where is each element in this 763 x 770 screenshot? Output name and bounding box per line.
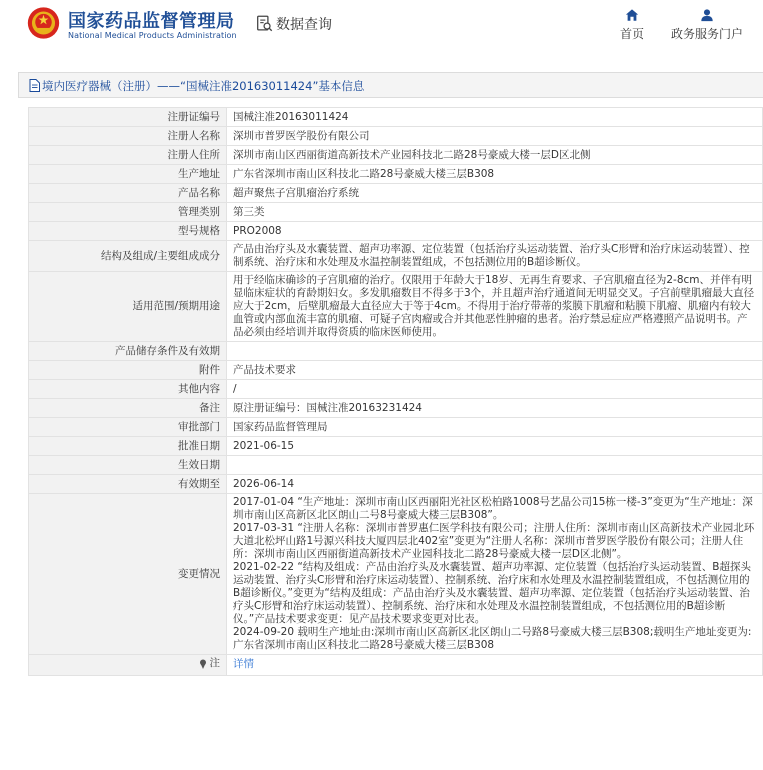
details-link[interactable]: 详情: [233, 658, 254, 671]
national-emblem-icon: [27, 6, 60, 40]
field-value: 广东省深圳市南山区科技北二路28号豪威大楼三层B308: [227, 165, 763, 184]
data-query-icon: [256, 15, 273, 32]
table-row-changes: [29, 494, 763, 655]
field-key: 注册证编号: [29, 108, 227, 127]
home-icon: [625, 8, 639, 22]
field-value: [227, 342, 763, 361]
change-entry: 2017-01-04 “生产地址：深圳市南山区西丽阳光社区松柏路1008号艺晶公司15栋一楼-3”变更为“生产地址：深圳市南山区高新区北区朗山二号8号豪威大楼三层B308”。: [233, 496, 753, 521]
table-row: [29, 272, 763, 342]
field-value: 产品技术要求: [227, 361, 763, 380]
field-key: 其他内容: [29, 380, 227, 399]
field-key: 型号规格: [29, 222, 227, 241]
note-key-label: 注: [209, 657, 220, 669]
data-query-title: 数据查询: [276, 17, 332, 33]
field-value: [227, 655, 763, 676]
nav-home-link[interactable]: [616, 8, 648, 42]
table-row: [29, 475, 763, 494]
table-row: [29, 437, 763, 456]
table-row: [29, 222, 763, 241]
field-key: 备注: [29, 399, 227, 418]
table-row: [29, 203, 763, 222]
field-value: 用于经临床确诊的子宫肌瘤的治疗。仅限用于年龄大于18岁、无再生育要求、子宫肌瘤直径为2-8cm、并伴有明显临床症状的育龄期妇女。多发肌瘤数目不得多于3个，并且超声治疗通道间无明显交叉。子宫前壁肌瘤最大直径应大于2cm，后壁肌瘤最大直径应大于等于4cm。不得用于治疗带蒂的浆膜下肌瘤和粘膜下肌瘤、肌瘤内有较大血管或内部血流丰富的肌瘤、可疑子宫肉瘤或合并其他恶性肿瘤的患者。治疗禁忌症应严格遵照产品说明书。产品必须由经培训并取得资质的临床医师使用。: [227, 272, 763, 342]
field-value: 深圳市普罗医学股份有限公司: [227, 127, 763, 146]
field-key: 生产地址: [29, 165, 227, 184]
field-key: 注册人名称: [29, 127, 227, 146]
nav-home-label: 首页: [619, 27, 644, 41]
change-entry: 2024-09-20 载明生产地址由:深圳市南山区高新区北区朗山二号路8号豪威大楼三层B308;载明生产地址变更为:广东省深圳市南山区科技北二路28号豪威大楼三层B308: [233, 626, 752, 651]
record-title: 境内医疗器械（注册）——“国械注准20163011424”基本信息: [42, 79, 365, 93]
table-row: [29, 380, 763, 399]
field-value: [227, 456, 763, 475]
table-row-note: [29, 655, 763, 676]
field-value: 深圳市南山区西丽街道高新技术产业园科技北二路28号豪威大楼一层D区北侧: [227, 146, 763, 165]
table-row: [29, 399, 763, 418]
field-key: 产品名称: [29, 184, 227, 203]
brand-name-en: National Medical Products Administration: [68, 31, 237, 40]
field-value: /: [227, 380, 763, 399]
field-value: PRO2008: [227, 222, 763, 241]
field-key: 附件: [29, 361, 227, 380]
field-value: 第三类: [227, 203, 763, 222]
field-key: 适用范围/预期用途: [29, 272, 227, 342]
table-row: [29, 146, 763, 165]
brand-name-cn: 国家药品监督管理局: [68, 11, 235, 32]
document-icon: [29, 79, 40, 92]
field-key: 变更情况: [29, 494, 227, 655]
field-value: 2021-06-15: [227, 437, 763, 456]
table-row: [29, 342, 763, 361]
field-value: 国家药品监督管理局: [227, 418, 763, 437]
table-row: [29, 108, 763, 127]
table-row: [29, 418, 763, 437]
table-row: [29, 241, 763, 272]
field-key: [29, 655, 227, 676]
site-header: [0, 0, 763, 52]
change-entry: 2021-02-22 “结构及组成：产品由治疗头及水囊装置、超声功率源、定位装置（包括治疗头运动装置、B超探头运动装置、治疗头C形臂和治疗床运动装置）、控制系统、治疗床和水处理及水温控制装置组成，不包括测位用的B超诊断仪。”变更为“结构及组成：产品由治疗头及水囊装置、超声功率源、定位装置（包括治疗头运动装置、治疗头C形臂和治疗床运动装置）、控制系统、治疗床和水处理及水温控制装置组成，不包括测位用的B超诊断仪。”产品技术要求变更：见产品技术要求变更对比表。: [233, 561, 751, 625]
table-row: [29, 127, 763, 146]
table-row: [29, 456, 763, 475]
table-row: [29, 165, 763, 184]
field-key: 批准日期: [29, 437, 227, 456]
nav-gov-portal-label: 政务服务门户: [670, 27, 743, 41]
record-title-bar: [18, 72, 763, 98]
user-icon: [700, 8, 714, 22]
field-key: 有效期至: [29, 475, 227, 494]
field-value: 产品由治疗头及水囊装置、超声功率源、定位装置（包括治疗头运动装置、治疗头C形臂和治疗床运动装置）、控制系统、治疗床和水处理及水温控制装置组成，不包括测位用的B超诊断仪。: [227, 241, 763, 272]
field-key: 注册人住所: [29, 146, 227, 165]
nav-gov-portal-link[interactable]: [669, 8, 745, 42]
change-entry: 2017-03-31 “注册人名称：深圳市普罗惠仁医学科技有限公司；注册人住所：深圳市南山区高新技术产业园北环大道北松坪山路1号源兴科技大厦四层北402室”变更为“注册人名称：深圳市普罗医学股份有限公司；注册人住所：深圳市南山区西丽街道高新技术产业园科技北二路28号豪威大楼一层D区北侧”。: [233, 522, 755, 560]
field-value: 国械注准20163011424: [227, 108, 763, 127]
table-row: [29, 361, 763, 380]
field-value: 原注册证编号：国械注准20163231424: [227, 399, 763, 418]
field-key: 生效日期: [29, 456, 227, 475]
registration-detail-table: [28, 107, 763, 676]
change-history: [227, 494, 763, 655]
field-key: 管理类别: [29, 203, 227, 222]
field-key: 结构及组成/主要组成成分: [29, 241, 227, 272]
field-key: 审批部门: [29, 418, 227, 437]
field-value: 超声聚焦子宫肌瘤治疗系统: [227, 184, 763, 203]
field-value: 2026-06-14: [227, 475, 763, 494]
pin-icon: [199, 659, 207, 669]
table-row: [29, 184, 763, 203]
field-key: 产品储存条件及有效期: [29, 342, 227, 361]
